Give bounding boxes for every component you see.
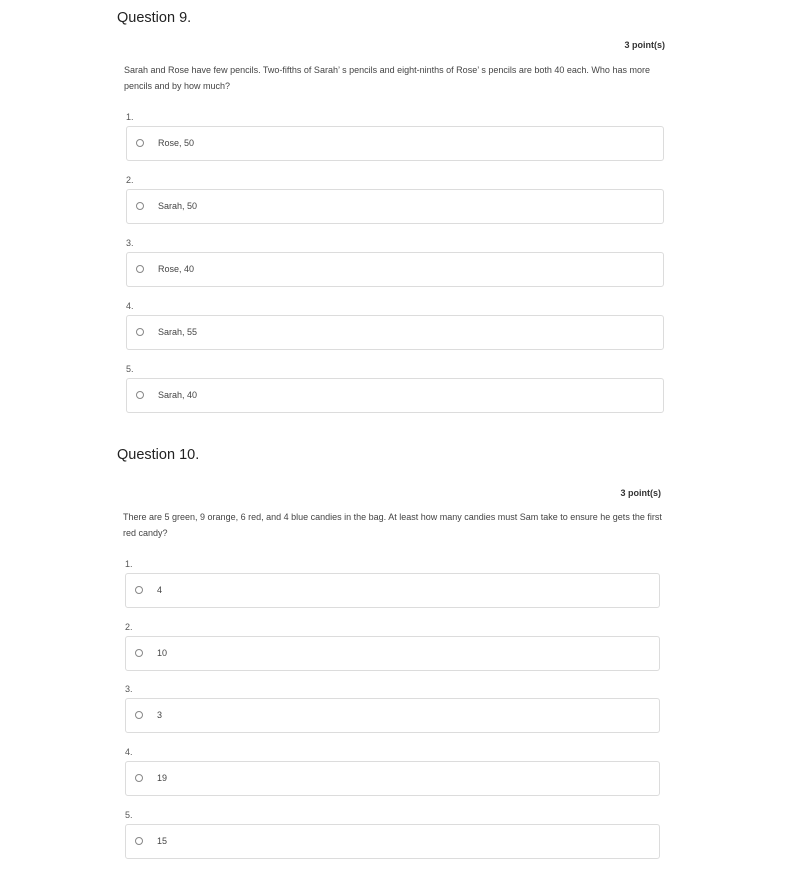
radio-button[interactable] (136, 265, 144, 273)
radio-button[interactable] (135, 649, 143, 657)
option-label: Sarah, 55 (158, 327, 198, 337)
option-label: 3 (157, 710, 163, 720)
question-title (117, 10, 191, 26)
option-5[interactable] (126, 378, 664, 413)
radio-button[interactable] (136, 391, 144, 399)
option-2[interactable] (125, 636, 660, 671)
option-number: 5. (126, 364, 134, 374)
points-badge: 3 point(s) (620, 488, 661, 498)
option-number: 4. (125, 747, 133, 757)
option-number: 4. (126, 301, 134, 311)
option-number: 3. (125, 684, 133, 694)
option-4[interactable] (126, 315, 664, 350)
radio-button[interactable] (136, 328, 144, 336)
option-1[interactable] (125, 573, 660, 608)
question-title-prefix: Question (117, 10, 180, 26)
option-label: 10 (157, 648, 168, 658)
option-5[interactable] (125, 824, 660, 859)
question-number: 10. (179, 447, 200, 463)
option-number: 1. (125, 559, 133, 569)
option-label: 4 (157, 585, 163, 595)
option-label: Sarah, 50 (158, 201, 198, 211)
radio-button[interactable] (135, 837, 143, 845)
option-number: 2. (125, 622, 133, 632)
radio-button[interactable] (135, 774, 143, 782)
option-3[interactable] (126, 252, 664, 287)
question-text: Sarah and Rose have few pencils. Two-fifths of Sarah’ s pencils and eight-ninths of Rose’ s pencils are both 40 each. Who has more pencils and by how much? (124, 65, 650, 91)
option-label: Rose, 40 (158, 264, 195, 274)
option-number: 3. (126, 238, 134, 248)
radio-button[interactable] (135, 711, 143, 719)
option-label: Rose, 50 (158, 138, 195, 148)
option-4[interactable] (125, 761, 660, 796)
question-number: 9. (179, 10, 192, 26)
radio-button[interactable] (136, 139, 144, 147)
option-3[interactable] (125, 698, 660, 733)
question-title (117, 447, 199, 463)
points-badge: 3 point(s) (624, 40, 665, 50)
radio-button[interactable] (135, 586, 143, 594)
option-number: 1. (126, 112, 134, 122)
option-label: 15 (157, 836, 168, 846)
option-number: 2. (126, 175, 134, 185)
option-label: 19 (157, 773, 168, 783)
radio-button[interactable] (136, 202, 144, 210)
question-text: There are 5 green, 9 orange, 6 red, and 4 blue candies in the bag. At least how many candies must Sam take to ensure he gets the first red candy? (123, 512, 662, 538)
option-number: 5. (125, 810, 133, 820)
question-title-prefix: Question (117, 447, 180, 463)
option-label: Sarah, 40 (158, 390, 198, 400)
option-1[interactable] (126, 126, 664, 161)
option-2[interactable] (126, 189, 664, 224)
